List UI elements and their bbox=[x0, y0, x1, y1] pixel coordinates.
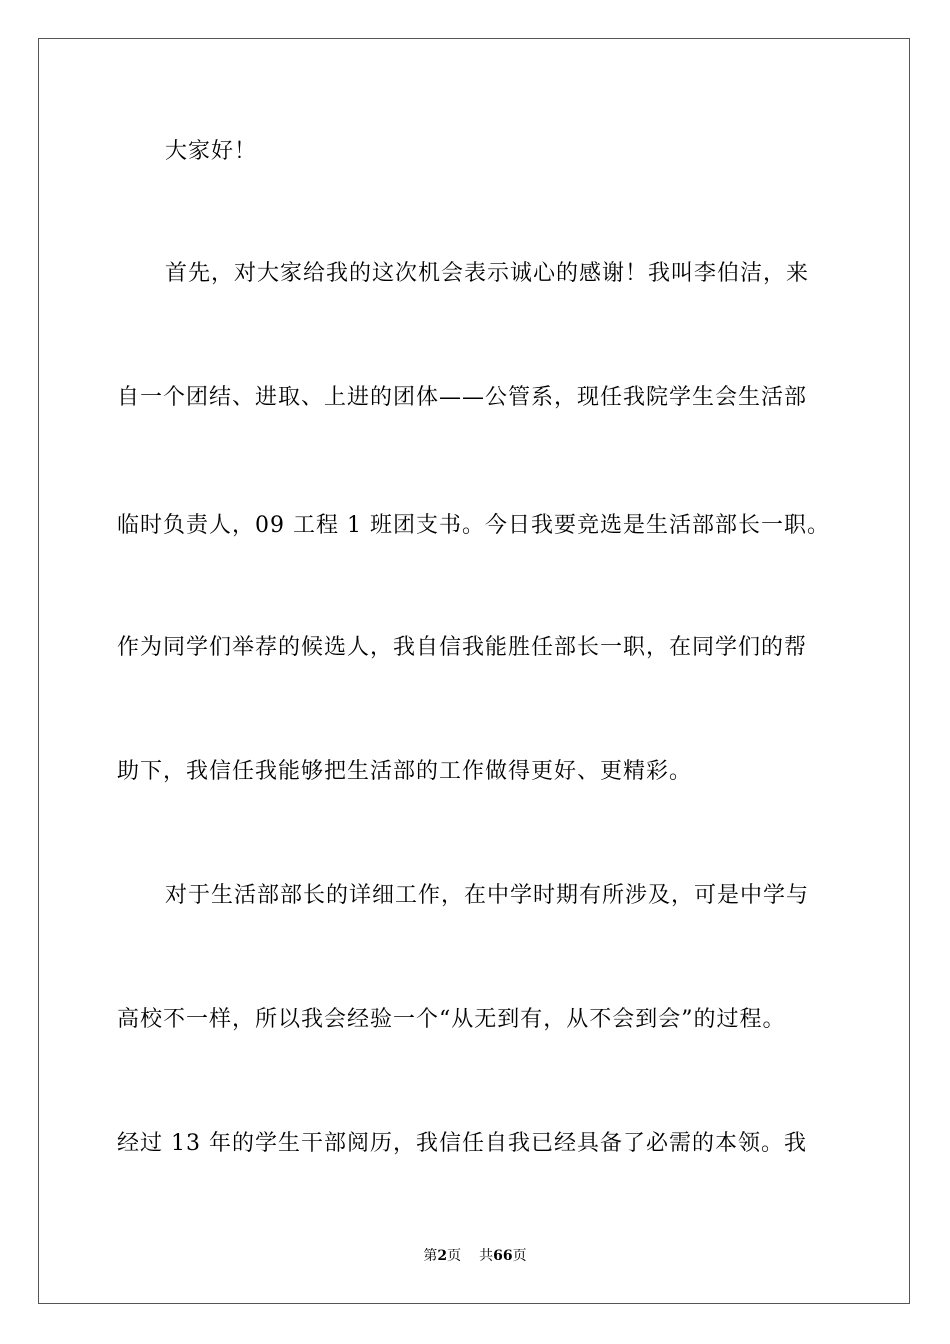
page-suffix: 页 bbox=[447, 1248, 462, 1264]
body-line: 经过 13 年的学生干部阅历，我信任自我已经具备了必需的本领。我 bbox=[117, 1131, 807, 1156]
body-line: 自一个团结、进取、上进的团体——公管系，现任我院学生会生活部 bbox=[117, 385, 808, 410]
body-line: 对于生活部部长的详细工作，在中学时期有所涉及，可是中学与 bbox=[165, 883, 810, 908]
body-line: 临时负责人，09 工程 1 班团支书。今日我要竞选是生活部部长一职。 bbox=[117, 513, 830, 538]
total-suffix: 页 bbox=[512, 1248, 527, 1264]
body-line: 首先，对大家给我的这次机会表示诚心的感谢！我叫李伯洁，来 bbox=[165, 261, 810, 286]
page-number: 2 bbox=[437, 1248, 448, 1264]
body-line: 高校不一样，所以我会经验一个“从无到有，从不会到会”的过程。 bbox=[117, 1007, 786, 1032]
body-line: 助下，我信任我能够把生活部的工作做得更好、更精彩。 bbox=[117, 759, 693, 784]
page-prefix: 第 bbox=[423, 1248, 438, 1264]
body-line-greeting: 大家好！ bbox=[165, 139, 258, 164]
page-frame bbox=[38, 38, 910, 1304]
total-prefix: 共 bbox=[479, 1248, 494, 1264]
total-pages: 66 bbox=[493, 1248, 513, 1264]
body-line: 作为同学们举荐的候选人，我自信我能胜任部长一职，在同学们的帮 bbox=[117, 635, 808, 660]
page-footer bbox=[0, 1246, 950, 1266]
